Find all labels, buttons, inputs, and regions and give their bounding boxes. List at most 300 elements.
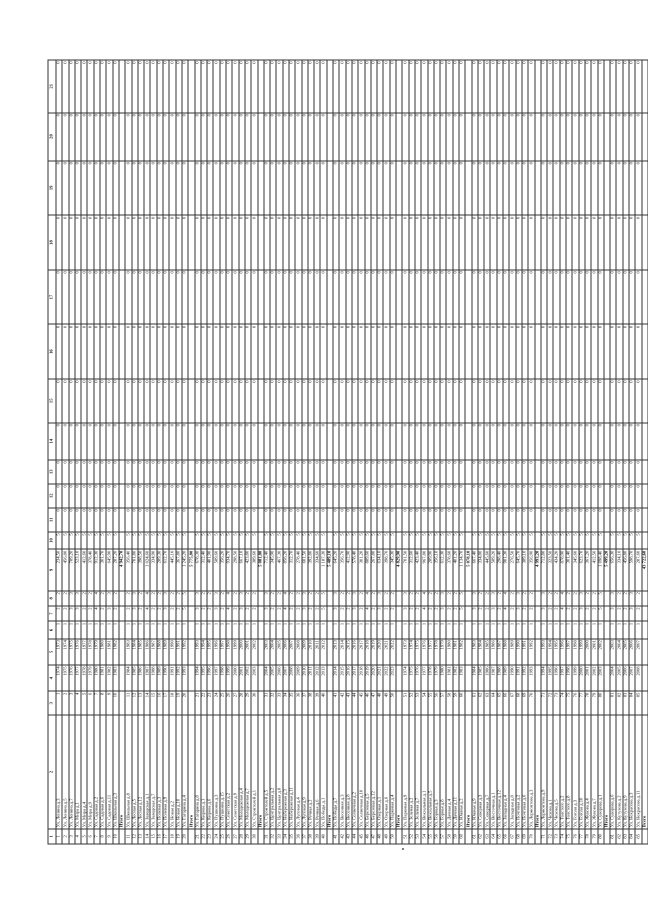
table-cell: 4 <box>365 606 371 621</box>
table-cell: 2 <box>295 591 301 606</box>
table-cell: 0 <box>497 508 503 532</box>
table-cell: 5 <box>308 532 314 549</box>
table-cell: 0 <box>150 508 156 532</box>
table-cell: 3 <box>333 606 339 621</box>
table-cell: 0 <box>509 423 515 460</box>
table-cell: 0 <box>251 324 257 379</box>
table-cell: 0 <box>472 161 478 216</box>
table-cell: 25 <box>220 691 226 715</box>
table-cell: 63 <box>484 829 490 844</box>
table-cell: 2020 <box>371 665 377 691</box>
table-cell: 5 <box>270 532 276 549</box>
table-cell: 0 <box>509 161 515 216</box>
table-cell: 2 <box>251 591 257 606</box>
table-cell: 1997 <box>220 639 226 665</box>
table-cell: 0 <box>320 484 326 508</box>
table-cell: 2 <box>390 591 396 606</box>
table-cell: 0 <box>308 270 314 325</box>
table-cell: 0 <box>352 484 358 508</box>
table-cell: 0 <box>138 508 144 532</box>
table-cell: 0 <box>572 270 578 325</box>
table-cell: 0 <box>232 460 238 484</box>
column-number-header: 3 <box>48 691 56 715</box>
table-cell: 0 <box>377 60 383 113</box>
table-cell: 1982 <box>459 639 465 665</box>
table-cell: 0 <box>635 161 641 216</box>
table-cell: 5 <box>509 532 515 549</box>
table-cell: 3 <box>264 606 270 621</box>
table-cell: 0 <box>371 113 377 161</box>
table-cell: 2 <box>428 606 434 621</box>
table-cell: 0 <box>446 113 452 161</box>
table-cell: 0 <box>239 324 245 379</box>
table-cell: 0 <box>516 60 522 113</box>
table-cell: 323,50 <box>547 549 553 590</box>
table-cell: 934,70 <box>226 549 232 590</box>
table-cell: 0 <box>308 508 314 532</box>
table-cell: 2000 <box>239 639 245 665</box>
table-cell: 0 <box>163 379 169 423</box>
table-cell: 2019 <box>371 639 377 665</box>
table-cell: 334,60 <box>314 549 320 590</box>
table-cell: 0 <box>446 161 452 216</box>
table-cell: 0 <box>503 508 509 532</box>
table-cell: 2008 <box>289 665 295 691</box>
table-cell: 0 <box>320 60 326 113</box>
table-cell: 0 <box>226 215 232 270</box>
table-cell: 41 <box>333 691 339 715</box>
table-cell: 1998 <box>572 639 578 665</box>
table-cell: 4 <box>75 691 81 715</box>
table-cell: 0 <box>478 379 484 423</box>
table-cell: 0 <box>623 113 629 161</box>
table-cell: 0 <box>434 508 440 532</box>
table-cell: 2004 <box>616 639 622 665</box>
table-cell: 0 <box>314 379 320 423</box>
table-cell: 0 <box>572 423 578 460</box>
table-cell: 1985 <box>132 665 138 691</box>
table-cell: 0 <box>213 161 219 216</box>
table-cell: 0 <box>226 379 232 423</box>
address-cell: Ул. Парковая д.9 <box>402 715 408 829</box>
table-cell: 1992 <box>528 639 534 665</box>
table-cell: 0 <box>87 113 93 161</box>
table-cell: 0 <box>553 484 559 508</box>
address-cell: Ул. Речная д.6 <box>314 715 320 829</box>
table-cell: 0 <box>213 484 219 508</box>
table-cell: 0 <box>81 484 87 508</box>
table-cell: 1 <box>94 621 100 638</box>
address-cell: Ул. Суворова д.6 <box>610 715 616 829</box>
table-cell: 39 <box>314 691 320 715</box>
table-cell: 712,40 <box>264 549 270 590</box>
table-cell: 0 <box>106 460 112 484</box>
table-cell: 0 <box>314 215 320 270</box>
table-cell: 2 <box>591 606 597 621</box>
table-cell: 23 <box>207 829 213 844</box>
table-cell: 0 <box>69 215 75 270</box>
table-cell: 2 <box>566 591 572 606</box>
table-cell: 356,70 <box>339 549 345 590</box>
table-cell: 0 <box>245 161 251 216</box>
table-cell: 2 <box>509 606 515 621</box>
table-cell: 2 <box>314 591 320 606</box>
table-cell: 5 <box>585 532 591 549</box>
table-cell: 0 <box>585 113 591 161</box>
table-cell: 5 <box>320 532 326 549</box>
table-cell: 43 <box>346 829 352 844</box>
table-cell: 0 <box>547 324 553 379</box>
table-cell: 2 <box>150 591 156 606</box>
table-cell: 5 <box>106 532 112 549</box>
table-cell: 1978 <box>81 665 87 691</box>
table-cell: 0 <box>62 113 68 161</box>
table-cell: 0 <box>346 161 352 216</box>
table-cell: 66 <box>503 691 509 715</box>
table-cell: 0 <box>428 484 434 508</box>
address-cell: Ул. Толстого д.2 <box>560 715 566 829</box>
table-cell: 0 <box>163 423 169 460</box>
table-cell: 0 <box>402 324 408 379</box>
table-cell: 1993 <box>182 665 188 691</box>
table-cell: 55 <box>428 829 434 844</box>
table-cell: 0 <box>503 484 509 508</box>
table-cell: 0 <box>276 270 282 325</box>
table-cell: 0 <box>497 60 503 113</box>
table-cell: 0 <box>459 161 465 216</box>
table-cell: 1991 <box>176 639 182 665</box>
table-cell: 1 <box>56 691 62 715</box>
table-cell: 1 <box>314 621 320 638</box>
table-cell: 5 <box>352 532 358 549</box>
table-cell: 84 <box>629 829 635 844</box>
table-cell: 456,80 <box>62 549 68 590</box>
table-cell: 4 <box>365 591 371 606</box>
table-cell: 33 <box>276 829 282 844</box>
table-cell: 0 <box>409 60 415 113</box>
table-cell: 0 <box>635 113 641 161</box>
table-cell: 26 <box>226 691 232 715</box>
table-cell: 0 <box>490 215 496 270</box>
table-cell: 2000 <box>585 639 591 665</box>
table-cell: 5 <box>283 532 289 549</box>
column-number-header: 21 <box>48 60 56 113</box>
table-cell: 2017 <box>358 639 364 665</box>
table-cell: 2013 <box>320 665 326 691</box>
table-cell: 0 <box>566 270 572 325</box>
table-cell: 0 <box>497 324 503 379</box>
table-cell: 1 <box>629 621 635 638</box>
address-cell: Ул. Садовая д.11 <box>106 715 112 829</box>
table-cell: 0 <box>415 270 421 325</box>
table-cell: 71 <box>541 829 547 844</box>
table-cell: 0 <box>623 324 629 379</box>
table-cell: 0 <box>56 508 62 532</box>
table-cell: 1976 <box>415 665 421 691</box>
table-cell: 76 <box>572 691 578 715</box>
table-cell: 0 <box>610 460 616 484</box>
table-cell: 5 <box>56 532 62 549</box>
table-cell: 0 <box>421 270 427 325</box>
table-cell: 0 <box>106 113 112 161</box>
table-cell: 0 <box>333 324 339 379</box>
table-cell: 0 <box>490 508 496 532</box>
table-cell: 2 <box>56 591 62 606</box>
table-cell: 0 <box>75 60 81 113</box>
table-cell: 0 <box>308 113 314 161</box>
table-cell: 68 <box>516 691 522 715</box>
table-cell: 38 <box>308 829 314 844</box>
table-cell: 0 <box>358 215 364 270</box>
table-cell: 1982 <box>453 665 459 691</box>
address-cell: Ул. Южная д.2 <box>459 715 465 829</box>
table-cell: 51 <box>402 691 408 715</box>
table-cell: 21 <box>195 829 201 844</box>
address-cell: Ул. Дачная д.11 <box>453 715 459 829</box>
table-cell: 0 <box>560 270 566 325</box>
table-cell: 0 <box>81 460 87 484</box>
table-cell: 0 <box>157 161 163 216</box>
table-cell: 0 <box>616 484 622 508</box>
table-cell: 0 <box>390 161 396 216</box>
table-cell: 0 <box>220 215 226 270</box>
table-cell: 0 <box>490 423 496 460</box>
table-cell: 1 <box>339 621 345 638</box>
table-cell: 0 <box>113 423 119 460</box>
table-cell: 0 <box>623 508 629 532</box>
table-cell: 0 <box>352 379 358 423</box>
table-cell: 0 <box>213 460 219 484</box>
address-cell: Ул. Победы д.7 <box>333 715 339 829</box>
table-cell: 0 <box>598 161 604 216</box>
table-cell: 912,30 <box>94 549 100 590</box>
table-cell: 1974 <box>56 665 62 691</box>
table-cell: 0 <box>478 113 484 161</box>
table-cell: 0 <box>610 423 616 460</box>
table-cell: 0 <box>635 60 641 113</box>
table-cell: 0 <box>390 215 396 270</box>
table-cell: 1 <box>333 621 339 638</box>
table-cell: 2 <box>100 606 106 621</box>
table-cell: 0 <box>207 379 213 423</box>
table-cell: 0 <box>421 113 427 161</box>
table-cell: 0 <box>245 423 251 460</box>
table-cell: 0 <box>415 113 421 161</box>
table-cell: 4 829,90 <box>396 549 402 590</box>
address-cell: Ул. Кутузова д.2 <box>616 715 622 829</box>
table-cell: 40 <box>320 829 326 844</box>
table-cell: 0 <box>585 161 591 216</box>
table-cell: 0 <box>283 484 289 508</box>
table-cell: 19 <box>176 691 182 715</box>
table-cell: 3 <box>472 606 478 621</box>
table-cell: 1 <box>434 621 440 638</box>
table-cell: 13 <box>138 829 144 844</box>
table-cell: 1992 <box>522 665 528 691</box>
table-cell: 0 <box>62 60 68 113</box>
table-cell: 18 <box>169 691 175 715</box>
table-cell: 0 <box>87 60 93 113</box>
table-cell: 2006 <box>283 639 289 665</box>
table-cell: 0 <box>409 161 415 216</box>
table-cell: 0 <box>390 270 396 325</box>
table-cell: 0 <box>598 484 604 508</box>
table-cell: 0 <box>579 270 585 325</box>
table-cell: 0 <box>358 270 364 325</box>
table-cell: 0 <box>264 324 270 379</box>
table-cell: 1 <box>125 621 131 638</box>
table-cell: 1975 <box>409 665 415 691</box>
column-number-header: 1 <box>48 829 56 844</box>
table-cell: 0 <box>472 423 478 460</box>
table-cell: 267,80 <box>371 549 377 590</box>
table-cell: 0 <box>182 379 188 423</box>
table-cell: 0 <box>490 113 496 161</box>
table-cell: 0 <box>69 270 75 325</box>
table-cell: 0 <box>547 215 553 270</box>
table-cell: 0 <box>201 508 207 532</box>
table-cell: 645,70 <box>516 549 522 590</box>
table-cell: 0 <box>226 508 232 532</box>
table-cell: 0 <box>308 161 314 216</box>
table-cell: 0 <box>497 423 503 460</box>
table-cell: 0 <box>402 161 408 216</box>
table-cell: 5 <box>75 532 81 549</box>
table-cell: 1987 <box>150 639 156 665</box>
table-cell: 0 <box>169 270 175 325</box>
table-cell: 0 <box>610 508 616 532</box>
table-cell: 70 <box>528 691 534 715</box>
table-cell: 1983 <box>459 665 465 691</box>
address-cell: Ул. Горная д.8 <box>440 715 446 829</box>
table-cell: 2004 <box>610 665 616 691</box>
table-cell: 0 <box>591 324 597 379</box>
table-cell: 0 <box>598 379 604 423</box>
address-cell: Ул. Ленина д.7 <box>69 715 75 829</box>
table-cell: 1995 <box>201 665 207 691</box>
table-cell: 0 <box>245 324 251 379</box>
table-body <box>56 60 648 844</box>
table-cell: 0 <box>276 60 282 113</box>
table-cell: 0 <box>302 161 308 216</box>
address-cell: Ул. Гагарина д.4 <box>182 715 188 829</box>
table-cell: 3 <box>352 591 358 606</box>
table-cell: 75 <box>566 829 572 844</box>
table-cell: 72 <box>547 691 553 715</box>
table-cell: 0 <box>421 484 427 508</box>
table-cell: 0 <box>358 460 364 484</box>
table-cell: 1 <box>610 621 616 638</box>
table-cell: 5 <box>402 532 408 549</box>
address-cell: Ул. Солнечная д.10 <box>358 715 364 829</box>
table-cell: 0 <box>516 484 522 508</box>
table-cell: 3 <box>402 591 408 606</box>
table-cell: 1 <box>572 621 578 638</box>
table-cell: 0 <box>572 161 578 216</box>
table-cell: 0 <box>522 379 528 423</box>
table-cell: 0 <box>572 113 578 161</box>
table-cell: 0 <box>358 60 364 113</box>
table-cell: 0 <box>100 423 106 460</box>
table-cell: 2 <box>484 606 490 621</box>
table-cell: 0 <box>522 215 528 270</box>
table-cell: 48 <box>377 829 383 844</box>
table-cell: 0 <box>409 215 415 270</box>
table-cell: 0 <box>276 423 282 460</box>
table-cell: 0 <box>560 161 566 216</box>
table-cell: 0 <box>295 270 301 325</box>
table-cell: 0 <box>283 161 289 216</box>
table-cell: 0 <box>289 60 295 113</box>
table-cell: 0 <box>201 215 207 270</box>
table-cell: 645,20 <box>333 549 339 590</box>
table-cell: 1993 <box>195 639 201 665</box>
table-cell: 2005 <box>276 639 282 665</box>
table-cell: 1 <box>232 621 238 638</box>
table-cell: 66 <box>503 829 509 844</box>
table-cell: 0 <box>503 60 509 113</box>
table-cell: 0 <box>138 113 144 161</box>
table-cell: 0 <box>270 324 276 379</box>
table-cell: 2013 <box>333 639 339 665</box>
table-cell: 0 <box>195 270 201 325</box>
address-cell: Ул. Суворова д.1 <box>598 715 604 829</box>
table-cell: 0 <box>239 270 245 325</box>
table-cell: 0 <box>585 484 591 508</box>
table-cell: 0 <box>138 460 144 484</box>
table-cell: 0 <box>598 215 604 270</box>
table-cell: 5 <box>497 532 503 549</box>
table-cell: 0 <box>522 161 528 216</box>
table-cell: 0 <box>245 270 251 325</box>
table-cell: 0 <box>125 161 131 216</box>
table-cell: 0 <box>106 508 112 532</box>
table-cell: 0 <box>453 508 459 532</box>
table-cell: 0 <box>358 484 364 508</box>
table-cell: 0 <box>132 484 138 508</box>
table-cell: 0 <box>138 324 144 379</box>
table-cell: 2021 <box>377 665 383 691</box>
table-cell: 0 <box>289 484 295 508</box>
table-cell: 1994 <box>547 639 553 665</box>
table-cell: 1 <box>484 621 490 638</box>
table-cell: 0 <box>610 484 616 508</box>
table-cell: 27 <box>232 829 238 844</box>
table-cell: 0 <box>598 60 604 113</box>
table-cell: 0 <box>415 508 421 532</box>
table-cell: 0 <box>182 113 188 161</box>
address-cell: Ул. Западная д.8 <box>509 715 515 829</box>
table-cell: 0 <box>289 423 295 460</box>
table-cell: 5 <box>484 532 490 549</box>
table-cell: 0 <box>283 270 289 325</box>
table-cell: 0 <box>182 60 188 113</box>
table-cell: 0 <box>610 161 616 216</box>
table-cell: 2 <box>428 591 434 606</box>
table-cell: 0 <box>377 484 383 508</box>
table-cell: 0 <box>352 270 358 325</box>
table-cell: 0 <box>478 508 484 532</box>
table-cell: 0 <box>623 215 629 270</box>
table-cell: 0 <box>56 484 62 508</box>
table-cell: 45 <box>358 829 364 844</box>
table-cell: 0 <box>62 379 68 423</box>
table-cell: 423,40 <box>415 549 421 590</box>
table-cell: 0 <box>383 161 389 216</box>
table-cell: 51 <box>402 829 408 844</box>
table-cell: 2002 <box>245 665 251 691</box>
table-cell: 2 <box>201 591 207 606</box>
